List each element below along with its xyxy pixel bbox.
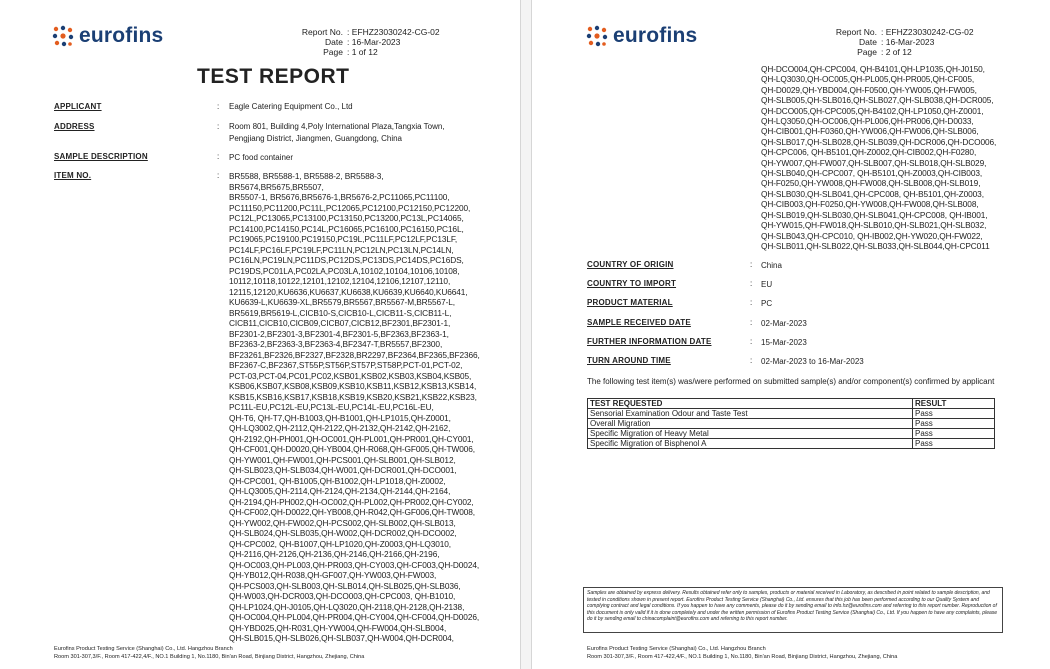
date-value: : 16-Mar-2023	[347, 37, 401, 47]
applicant-value: Eagle Catering Equipment Co., Ltd	[229, 102, 353, 111]
item-line: QH-LQ3002,QH-2112,QH-2122,QH-2132,QH-2142,QH-2162,	[229, 423, 451, 433]
country-of-origin-value: China	[761, 261, 782, 270]
page-number: : 1 of 12	[347, 47, 378, 57]
item-line: QH-PCS003,QH-SLB003,QH-SLB014,QH-SLB025,QH-SLB036,	[229, 580, 461, 591]
sample-description-value: PC food container	[229, 153, 294, 162]
col-result: RESULT	[913, 399, 995, 409]
colon: :	[217, 152, 220, 161]
item-number-list	[229, 171, 480, 644]
item-line: QH-OC004,QH-PL004,QH-PR004,QH-CY004,QH-CF004,QH-D0026,	[229, 612, 480, 622]
colon: :	[217, 102, 220, 111]
date-label: Date	[859, 37, 877, 47]
test-result: Pass	[913, 439, 995, 449]
table-row	[588, 429, 995, 439]
item-line: BF2301-2,BF2301-3,BF2301-4,BF2301-5,BF2363,BF2363-1,	[229, 328, 449, 339]
item-no-label: ITEM NO.	[54, 171, 92, 180]
item-line: QH-LP1024,QH-J0105,QH-LQ3020,QH-2118,QH-2128,QH-2138,	[229, 601, 465, 612]
colon: :	[750, 337, 753, 346]
eurofins-logo-icon	[52, 25, 74, 47]
item-line: BF2363-2,BF2363-3,BF2363-4,BF2347-T,BR5557,BF2300,	[229, 339, 443, 349]
test-result: Pass	[913, 429, 995, 439]
item-line: BR5507-1, BR5676,BR5676-1,BR5676-2,PC11065,PC11100,	[229, 192, 450, 202]
further-information-date-label: FURTHER INFORMATION DATE	[587, 337, 712, 346]
item-line: QH-F0250,QH-YW008,QH-FW008,QH-SLB008,QH-SLB019,	[761, 178, 981, 189]
page-footer	[54, 646, 364, 661]
country-to-import-label: COUNTRY TO IMPORT	[587, 279, 677, 288]
report-page-1	[0, 0, 520, 669]
date-value: : 16-Mar-2023	[881, 37, 935, 47]
page-label: Page	[857, 47, 877, 57]
disclaimer-box: Samples are obtained by express delivery. Results obtained refer only to samples, products or material received in Laboratory, as described in point related to sample description, and tested in conditions shown in present report. Eurofins Product Testing Service (Shanghai) Co., Ltd. ensures that this job has been performed according to our Quality System and complying contract and legal conditions. If you happen to have any comments, please do it by sending email to info.hz@eurofins.com and referring to this report number. Reproduction of this document is only valid if it is done completely and under the written permission of Eurofins Product Testing Service (Shanghai) Co., Ltd. If you happen to have any complaints, please do it by sending email to chinacomplaint@eurofins.com and referring to this report number.	[583, 587, 1003, 633]
applicant-label: APPLICANT	[54, 102, 102, 111]
report-meta	[834, 27, 974, 57]
item-line: QH-LQ3050,QH-OC006,QH-PL006,QH-PR006,QH-D0033,	[761, 116, 974, 127]
item-line: QH-DCO005,QH-CPC005,QH-B4102,QH-LP1050,QH-Z0001,	[761, 105, 984, 116]
footer-address: Room 301-307,3/F., Room 417-422,4/F., NO.1 Building 1, No.1180, Bin'an Road, Binjiang District, Hangzhou, Zhejiang, China	[54, 653, 365, 660]
test-name: Overall Migration	[588, 419, 913, 429]
item-line: QH-2116,QH-2126,QH-2136,QH-2146,QH-2166,QH-2196,	[229, 549, 440, 559]
item-line: QH-CIB001,QH-F0360,QH-YW006,QH-FW006,QH-SLB006,	[761, 126, 979, 137]
address-value	[229, 122, 445, 145]
item-line: PC14LF,PC16LF,PC19LF,PC11LN,PC12LN,PC13LN,PC14LN,	[229, 244, 454, 255]
page-label: Page	[323, 47, 343, 57]
colon: :	[750, 318, 753, 327]
item-line: QH-2192,QH-PH001,QH-OC001,QH-PL001,QH-PR001,QH-CY001,	[229, 433, 474, 444]
item-line: PC19065,PC19100,PC19150,PC19L,PC11LF,PC12LF,PC13LF,	[229, 234, 458, 244]
item-line: BF2367-C,BF2367,ST55P,ST56P,ST57P,ST58P,PCT-01,PCT-02,	[229, 360, 463, 370]
table-row	[588, 439, 995, 449]
item-line: QH-LQ3030,QH-OC005,QH-PL005,QH-PR005,QH-CF005,	[761, 74, 975, 85]
product-material-value: PC	[761, 299, 773, 308]
eurofins-logo	[586, 24, 697, 48]
item-line: QH-SLB024,QH-SLB035,QH-W002,QH-DCR002,QH-DCO002,	[229, 528, 457, 538]
item-line: QH-CPC006, QH-B5101,QH-Z0002,QH-CIB002,QH-F0280,	[761, 147, 977, 158]
item-line: PCT-03,PCT-04,PC01,PC02,KSB01,KSB02,KSB03,KSB04,KSB05,	[229, 370, 472, 381]
item-line: QH-YW001,QH-FW001,QH-PCS001,QH-SLB001,QH-SLB012,	[229, 454, 456, 465]
item-line: QH-CF001,QH-D0020,QH-YB004,QH-R068,QH-GF005,QH-TW006,	[229, 444, 475, 454]
colon: :	[750, 356, 753, 365]
address-label: ADDRESS	[54, 122, 95, 131]
table-row	[588, 409, 995, 419]
table-row	[588, 419, 995, 429]
further-information-date-value: 15-Mar-2023	[761, 338, 807, 347]
test-name: Specific Migration of Heavy Metal	[588, 429, 913, 439]
item-line: KU6639-L,KU6639-XL,BR5579,BR5567,BR5567-M,BR5567-L,	[229, 297, 455, 307]
item-line: QH-CPC002, QH-B1007,QH-LP1020,QH-Z0003,QH-LQ3010,	[229, 538, 451, 549]
colon: :	[750, 279, 753, 288]
page-title: TEST REPORT	[197, 65, 350, 88]
results-table	[587, 398, 995, 449]
item-line: QH-W003,QH-DCR003,QH-DCO003,QH-CPC003, QH-B1010,	[229, 591, 456, 601]
item-line: QH-OC003,QH-PL003,QH-PR003,QH-CY003,QH-CF003,QH-D0024,	[229, 559, 480, 570]
item-line: 12115,12120,KU6636,KU6637,KU6638,KU6639,KU6640,KU6641,	[229, 286, 468, 297]
item-line: QH-YW015,QH-FW018,QH-SLB010,QH-SLB021,QH-SLB032,	[761, 220, 987, 231]
item-line: QH-DCO004,QH-CPC004, QH-B4101,QH-LP1035,QH-J0150,	[761, 64, 985, 74]
item-line: PC11L-EU,PC12L-EU,PC13L-EU,PC14L-EU,PC16L-EU,	[229, 402, 434, 412]
date-label: Date	[325, 37, 343, 47]
report-no: : EFHZ23030242-CG-02	[881, 27, 974, 37]
item-line: QH-CF002,QH-D0022,QH-YB008,QH-R042,QH-GF006,QH-TW008,	[229, 507, 475, 517]
logo-text: eurofins	[613, 24, 698, 47]
item-line: QH-2194,QH-PH002,QH-OC002,QH-PL002,QH-PR002,QH-CY002,	[229, 496, 474, 507]
item-line: QH-SLB030,QH-SLB041,QH-CPC008, QH-B5101,QH-Z0003,	[761, 188, 984, 199]
turn-around-time-value: 02-Mar-2023 to 16-Mar-2023	[761, 357, 864, 366]
item-line: QH-SLB017,QH-SLB028,QH-SLB039,QH-DCR006,QH-DCO006,	[761, 136, 997, 147]
turn-around-time-label: TURN AROUND TIME	[587, 356, 671, 365]
item-line: QH-LQ3005,QH-2114,QH-2124,QH-2134,QH-2144,QH-2164,	[229, 486, 451, 496]
logo-text: eurofins	[79, 24, 164, 47]
sample-description-label: SAMPLE DESCRIPTION	[54, 152, 148, 161]
item-line: QH-YW002,QH-FW002,QH-PCS002,QH-SLB002,QH-SLB013,	[229, 517, 456, 528]
eurofins-logo	[52, 24, 163, 48]
item-line: PC16LN,PC19LN,PC11DS,PC12DS,PC13DS,PC14DS,PC16DS,	[229, 255, 464, 265]
item-line: BR5674,BR5675,BR5507,	[229, 181, 324, 192]
item-line: PC14100,PC14150,PC14L,PC16065,PC16100,PC16150,PC16L,	[229, 223, 464, 234]
col-test-requested: TEST REQUESTED	[588, 399, 913, 409]
report-page-2	[532, 0, 1050, 669]
report-meta	[300, 27, 440, 57]
results-header-row	[588, 399, 995, 409]
test-result: Pass	[913, 409, 995, 419]
test-result: Pass	[913, 419, 995, 429]
item-line: QH-YB012,QH-R038,QH-GF007,QH-YW003,QH-FW003,	[229, 570, 437, 580]
item-number-list-continued	[761, 64, 996, 251]
item-line: QH-SLB040,QH-CPC007, QH-B5101,QH-Z0003,QH-CIB003,	[761, 168, 983, 179]
item-line: KSB06,KSB07,KSB08,KSB09,KSB10,KSB11,KSB12,KSB13,KSB14,	[229, 381, 477, 391]
page-footer	[587, 646, 897, 661]
report-no-label: Report No.	[301, 27, 343, 37]
item-line: BF23261,BF2326,BF2327,BF2328,BR2297,BF2364,BF2365,BF2366,	[229, 349, 480, 360]
item-line: QH-CIB003,QH-F0250,QH-YW008,QH-FW008,QH-SLB008,	[761, 199, 979, 210]
tests-intro-text: The following test item(s) was/were performed on submitted sample(s) and/or component(s) confirmed by applicant	[587, 377, 995, 386]
page-divider	[520, 0, 532, 669]
item-line: BR5619,BR5619-L,CICB10-S,CICB10-L,CICB11-S,CICB11-L,	[229, 307, 452, 318]
eurofins-logo-icon	[586, 25, 608, 47]
footer-address: Room 301-307,3/F., Room 417-422,4/F., NO.1 Building 1, No.1180, Bin'an Road, Binjiang District, Hangzhou, Zhejiang, China	[587, 653, 898, 660]
sample-received-date-value: 02-Mar-2023	[761, 319, 807, 328]
report-no: : EFHZ23030242-CG-02	[347, 27, 440, 37]
item-line: QH-T6, QH-T7,QH-B1003,QH-B1001,QH-LP1015,QH-Z0001,	[229, 412, 451, 423]
page-number: : 2 of 12	[881, 47, 912, 57]
item-line: KSB15,KSB16,KSB17,KSB18,KSB19,KSB20,KSB21,KSB22,KSB23,	[229, 391, 477, 402]
country-of-origin-label: COUNTRY OF ORIGIN	[587, 260, 674, 269]
item-line: QH-SLB019,QH-SLB030,QH-SLB041,QH-CPC008, QH-IB001,	[761, 209, 988, 220]
item-line: QH-SLB005,QH-SLB016,QH-SLB027,QH-SLB038,QH-DCR005,	[761, 95, 994, 106]
item-line: QH-YBD025,QH-R031,QH-YW004,QH-FW004,QH-SLB004,	[229, 622, 447, 633]
sample-received-date-label: SAMPLE RECEIVED DATE	[587, 318, 691, 327]
item-line: CICB11,CICB10,CICB09,CICB07,CICB12,BF2301,BF2301-1,	[229, 318, 451, 328]
item-line: PC12L,PC13065,PC13100,PC13150,PC13200,PC13L,PC14065,	[229, 213, 464, 223]
item-line: QH-CPC001, QH-B1005,QH-B1002,QH-LP1018,QH-Z0002,	[229, 475, 446, 486]
footer-company: Eurofins Product Testing Service (Shanghai) Co., Ltd. Hangzhou Branch	[587, 646, 766, 652]
item-line: PC19DS,PC01LA,PC02LA,PC03LA,10102,10104,10106,10108,	[229, 265, 460, 276]
test-name: Sensorial Examination Odour and Taste Test	[588, 409, 913, 419]
colon: :	[217, 122, 220, 131]
colon: :	[750, 298, 753, 307]
country-to-import-value: EU	[761, 280, 773, 289]
colon: :	[750, 260, 753, 269]
item-line: QH-SLB011,QH-SLB022,QH-SLB033,QH-SLB044,QH-CPC011	[761, 240, 990, 251]
item-line: QH-SLB023,QH-SLB034,QH-W001,QH-DCR001,QH-DCO001,	[229, 465, 457, 475]
address-line-1: Room 801, Building 4,Poly International Plaza,Tangxia Town,	[229, 122, 445, 131]
test-name: Specific Migration of Bisphenol A	[588, 439, 913, 449]
item-line: QH-YW007,QH-FW007,QH-SLB007,QH-SLB018,QH-SLB029,	[761, 157, 987, 168]
item-line: PC11150,PC11200,PC11L,PC12065,PC12100,PC12150,PC12200,	[229, 202, 471, 213]
item-line: QH-D0029,QH-YBD004,QH-F0500,QH-YW005,QH-FW005,	[761, 84, 977, 95]
item-line: BR5588, BR5588-1, BR5588-2, BR5588-3,	[229, 171, 384, 181]
footer-company: Eurofins Product Testing Service (Shanghai) Co., Ltd. Hangzhou Branch	[54, 646, 233, 652]
report-no-label: Report No.	[835, 27, 877, 37]
colon: :	[217, 171, 220, 180]
item-line: 10112,10118,10122,12101,12102,12104,12106,12107,12110,	[229, 276, 451, 286]
item-line: QH-SLB043,QH-CPC010, QH-IB002,QH-YW020,QH-FW022,	[761, 230, 983, 241]
address-line-2: Pengjiang District, Jiangmen, Guangdong, China	[229, 134, 402, 144]
product-material-label: PRODUCT MATERIAL	[587, 298, 673, 307]
item-line: QH-SLB015,QH-SLB026,QH-SLB037,QH-W004,QH-DCR004,	[229, 633, 454, 643]
